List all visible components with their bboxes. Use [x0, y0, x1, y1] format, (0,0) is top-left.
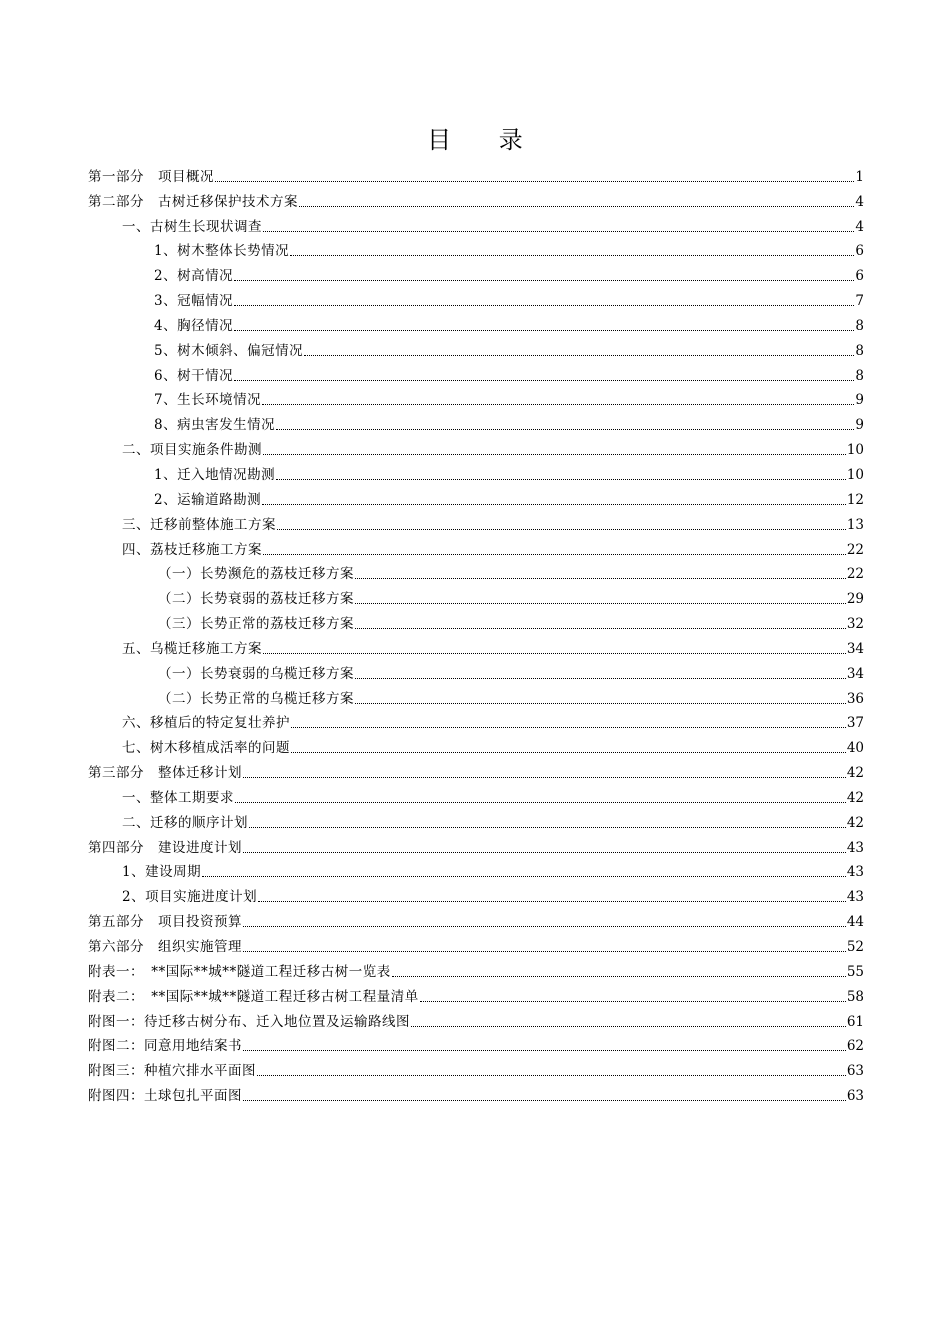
dot-leader	[243, 776, 846, 778]
dot-leader	[355, 677, 846, 679]
toc-entry[interactable]	[88, 881, 864, 906]
dot-leader	[215, 180, 854, 182]
toc-entry[interactable]	[88, 409, 864, 434]
toc-entry-label: 3、冠幅情况	[154, 293, 234, 310]
toc-entry-page-number: 8	[855, 342, 864, 359]
dot-leader	[277, 528, 846, 530]
toc-entry-label: 附表二： **国际**城**隧道工程迁移古树工程量清单	[88, 988, 419, 1005]
dot-leader	[420, 1000, 846, 1002]
dot-leader	[262, 503, 846, 505]
dot-leader	[263, 230, 854, 232]
toc-entry-page-number: 29	[846, 591, 864, 608]
toc-entry-page-number: 42	[846, 765, 864, 782]
toc-entry-label: 三、迁移前整体施工方案	[122, 516, 276, 533]
toc-entry-page-number: 43	[846, 839, 864, 856]
toc-entry-page-number: 10	[846, 442, 864, 459]
dot-leader	[257, 1074, 846, 1076]
toc-entry-label: （二）长势正常的乌榄迁移方案	[158, 690, 354, 707]
toc-entry-page-number: 42	[846, 814, 864, 831]
toc-entry[interactable]	[88, 211, 864, 236]
toc-entry-label: 一、古树生长现状调查	[122, 218, 262, 235]
dot-leader	[234, 279, 854, 281]
dot-leader	[249, 826, 846, 828]
toc-entry[interactable]	[88, 633, 864, 658]
toc-entry[interactable]	[88, 1006, 864, 1031]
toc-entry-label: 附表一： **国际**城**隧道工程迁移古树一览表	[88, 963, 391, 980]
toc-entry[interactable]	[88, 335, 864, 360]
dot-leader	[355, 602, 846, 604]
toc-entry-label: 第五部分 项目投资预算	[88, 914, 242, 931]
toc-entry-page-number: 22	[846, 566, 864, 583]
toc-entry-page-number: 62	[846, 1038, 864, 1055]
toc-entry-page-number: 1	[855, 168, 864, 185]
dot-leader	[243, 1049, 846, 1051]
toc-entry-page-number: 7	[855, 293, 864, 310]
toc-entry-page-number: 6	[855, 268, 864, 285]
dot-leader	[235, 801, 846, 803]
dot-leader	[243, 851, 846, 853]
toc-entry-page-number: 8	[855, 317, 864, 334]
toc-entry-label: 附图二：同意用地结案书	[88, 1038, 242, 1055]
toc-entry-page-number: 4	[855, 218, 864, 235]
toc-entry-label: 附图三：种植穴排水平面图	[88, 1063, 256, 1080]
toc-entry-label: 附图四：土球包扎平面图	[88, 1088, 242, 1105]
toc-entry-page-number: 58	[846, 988, 864, 1005]
toc-entry-label: 七、树木移植成活率的问题	[122, 740, 290, 757]
toc-entry[interactable]	[88, 956, 864, 981]
toc-entry[interactable]	[88, 161, 864, 186]
toc-entry-label: 1、建设周期	[122, 864, 202, 881]
dot-leader	[234, 329, 854, 331]
toc-entry-page-number: 42	[846, 789, 864, 806]
dot-leader	[234, 379, 854, 381]
toc-entry-page-number: 6	[855, 243, 864, 260]
toc-entry[interactable]	[88, 1031, 864, 1056]
toc-entry[interactable]	[88, 236, 864, 261]
toc-entry-label: 6、树干情况	[154, 367, 234, 384]
dot-leader	[392, 975, 846, 977]
toc-entry[interactable]	[88, 757, 864, 782]
toc-entry[interactable]	[88, 509, 864, 534]
toc-entry-label: 第三部分 整体迁移计划	[88, 765, 242, 782]
toc-entry[interactable]	[88, 857, 864, 882]
dot-leader	[355, 702, 846, 704]
toc-entry-page-number: 55	[846, 963, 864, 980]
toc-entry-label: 1、迁入地情况勘测	[154, 466, 276, 483]
toc-entry-page-number: 43	[846, 864, 864, 881]
toc-entry[interactable]	[88, 285, 864, 310]
toc-entry-label: 二、迁移的顺序计划	[122, 814, 248, 831]
toc-entry-label: （二）长势衰弱的荔枝迁移方案	[158, 591, 354, 608]
toc-entry-label: 5、树木倾斜、偏冠情况	[154, 342, 304, 359]
toc-entry-label: 4、胸径情况	[154, 317, 234, 334]
dot-leader	[263, 652, 846, 654]
toc-entry-label: 8、病虫害发生情况	[154, 417, 276, 434]
toc-entry-label: 五、乌榄迁移施工方案	[122, 640, 262, 657]
toc-entry[interactable]	[88, 385, 864, 410]
dot-leader	[258, 900, 846, 902]
toc-entry-label: （一）长势衰弱的乌榄迁移方案	[158, 665, 354, 682]
toc-title: 目 录	[427, 126, 543, 154]
dot-leader	[243, 925, 846, 927]
dot-leader	[234, 304, 854, 306]
toc-entry-page-number: 12	[846, 491, 864, 508]
toc-entry[interactable]	[88, 931, 864, 956]
toc-entry-label: 附图一：待迁移古树分布、迁入地位置及运输路线图	[88, 1013, 410, 1030]
toc-entry[interactable]	[88, 186, 864, 211]
toc-entry[interactable]	[88, 683, 864, 708]
toc-entry[interactable]	[88, 658, 864, 683]
toc-entry-page-number: 36	[846, 690, 864, 707]
dot-leader	[291, 726, 846, 728]
toc-entry-page-number: 34	[846, 665, 864, 682]
dot-leader	[276, 428, 854, 430]
dot-leader	[299, 205, 854, 207]
toc-entry-page-number: 52	[846, 939, 864, 955]
toc-entry-page-number: 61	[846, 1013, 864, 1030]
toc-entry-page-number: 22	[846, 541, 864, 558]
toc-entry-page-number: 9	[855, 392, 864, 409]
toc-entry-label: 2、运输道路勘测	[154, 491, 262, 508]
toc-entry[interactable]	[88, 832, 864, 857]
toc-entry[interactable]	[88, 782, 864, 807]
toc-entry[interactable]	[88, 310, 864, 335]
toc-entry-page-number: 40	[846, 740, 864, 757]
dot-leader	[202, 875, 846, 877]
toc-entry-label: 四、荔枝迁移施工方案	[122, 541, 262, 558]
dot-leader	[355, 577, 846, 579]
toc-entry-label: 二、项目实施条件勘测	[122, 442, 262, 459]
toc-entry-label: 第四部分 建设进度计划	[88, 839, 242, 856]
toc-entry[interactable]	[88, 484, 864, 509]
toc-entry-page-number: 13	[846, 516, 864, 533]
toc-entry-label: 第一部分 项目概况	[88, 168, 214, 185]
toc-entry[interactable]	[88, 1080, 864, 1105]
toc-entry-page-number: 37	[846, 715, 864, 732]
toc-entry-page-number: 63	[846, 1063, 864, 1080]
dot-leader	[262, 403, 854, 405]
toc-entry-page-number: 34	[846, 640, 864, 657]
toc-entry[interactable]	[88, 981, 864, 1006]
table-of-contents	[88, 161, 864, 1105]
toc-entry-page-number: 4	[855, 193, 864, 210]
toc-entry-label: 第六部分 组织实施管理	[88, 939, 242, 955]
toc-entry-page-number: 9	[855, 417, 864, 434]
toc-entry-page-number: 43	[846, 889, 864, 906]
toc-entry[interactable]	[88, 459, 864, 484]
toc-entry-label: 一、整体工期要求	[122, 789, 234, 806]
toc-entry[interactable]	[88, 732, 864, 757]
dot-leader	[276, 478, 846, 480]
toc-entry[interactable]	[88, 906, 864, 931]
dot-leader	[290, 254, 854, 256]
dot-leader	[291, 751, 846, 753]
toc-entry[interactable]	[88, 360, 864, 385]
toc-entry[interactable]	[88, 807, 864, 832]
toc-entry-label: 第二部分 古树迁移保护技术方案	[88, 193, 298, 210]
toc-entry[interactable]	[88, 434, 864, 459]
toc-entry-label: 2、项目实施进度计划	[122, 889, 258, 906]
dot-leader	[243, 1099, 846, 1101]
dot-leader	[355, 627, 846, 629]
toc-entry-label: （三）长势正常的荔枝迁移方案	[158, 616, 354, 633]
dot-leader	[304, 354, 854, 356]
toc-entry-label: 7、生长环境情况	[154, 392, 262, 409]
toc-entry[interactable]	[88, 583, 864, 608]
toc-entry[interactable]	[88, 1055, 864, 1080]
toc-entry-page-number: 8	[855, 367, 864, 384]
toc-entry-page-number: 44	[846, 914, 864, 931]
toc-entry-label: 六、移植后的特定复壮养护	[122, 715, 290, 732]
toc-entry-label: 1、树木整体长势情况	[154, 243, 290, 260]
toc-entry[interactable]	[88, 559, 864, 584]
dot-leader	[243, 950, 846, 952]
dot-leader	[263, 553, 846, 555]
dot-leader	[411, 1025, 846, 1027]
toc-entry-label: （一）长势濒危的荔枝迁移方案	[158, 566, 354, 583]
toc-entry-page-number: 32	[846, 616, 864, 633]
toc-entry-label: 2、树高情况	[154, 268, 234, 285]
toc-entry-page-number: 10	[846, 466, 864, 483]
toc-entry[interactable]	[88, 534, 864, 559]
toc-entry[interactable]	[88, 260, 864, 285]
toc-entry[interactable]	[88, 608, 864, 633]
toc-entry[interactable]	[88, 708, 864, 733]
toc-entry-page-number: 63	[846, 1088, 864, 1105]
dot-leader	[263, 453, 846, 455]
